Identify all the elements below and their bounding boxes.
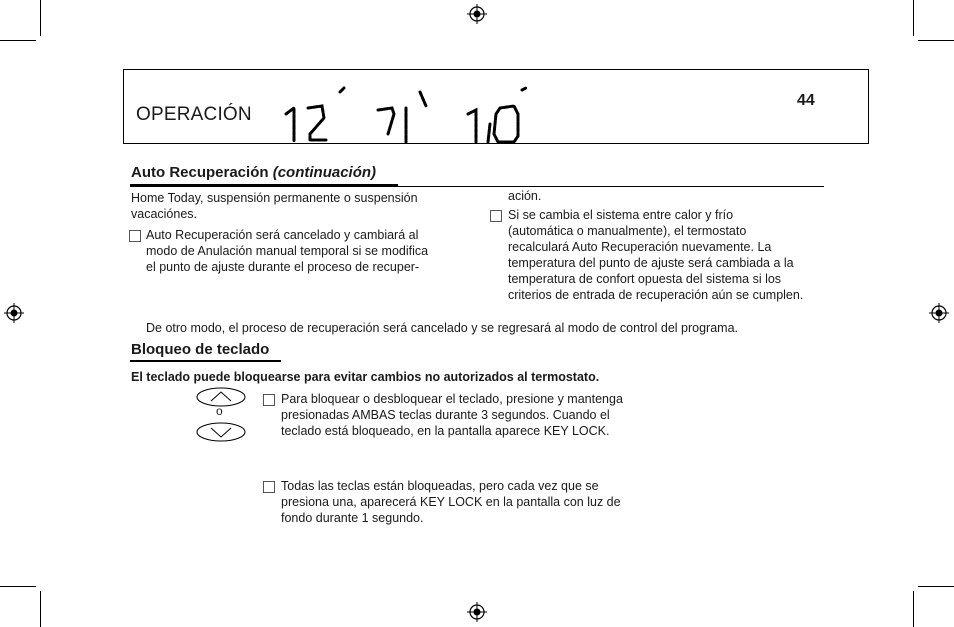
bullet-marker-icon bbox=[263, 394, 275, 406]
section-divider bbox=[130, 186, 824, 187]
text-line: Home Today, suspensión permanente o suspensión bbox=[131, 191, 418, 205]
crop-mark bbox=[0, 40, 36, 41]
crop-mark bbox=[40, 0, 41, 36]
registration-mark-icon bbox=[4, 303, 24, 323]
keypad-lock-heading: Bloqueo de teclado bbox=[131, 341, 270, 358]
heading-underline bbox=[130, 360, 281, 362]
text-line: recalculará Auto Recuperación nuevamente. La bbox=[508, 240, 772, 254]
section-title: OPERACIÓN bbox=[136, 104, 252, 125]
page-number: 44 bbox=[797, 92, 815, 109]
bullet-marker-icon bbox=[129, 230, 141, 242]
crop-mark bbox=[918, 40, 954, 41]
text-line: teclado está bloqueado, en la pantalla aparece KEY LOCK. bbox=[281, 424, 610, 438]
bullet-marker-icon bbox=[263, 481, 275, 493]
registration-mark-icon bbox=[929, 303, 949, 323]
text-line: Para bloquear o desbloquear el teclado, presione y mantenga bbox=[281, 392, 623, 406]
auto-recovery-heading-main: Auto Recuperación bbox=[131, 164, 269, 181]
auto-recovery-heading bbox=[131, 164, 376, 181]
text-line: fondo durante 1 segundo. bbox=[281, 511, 424, 525]
left-intro-paragraph bbox=[131, 190, 461, 222]
text-line: criterios de entrada de recuperación aún se cumplen. bbox=[508, 288, 804, 302]
crop-mark bbox=[913, 591, 914, 627]
recovery-footer-note: De otro modo, el proceso de recuperación será cancelado y se regresará al modo de control del programa. bbox=[146, 321, 738, 335]
text-line: Auto Recuperación será cancelado y cambiará al bbox=[146, 228, 419, 242]
text-line: Si se cambia el sistema entre calor y frío bbox=[508, 208, 734, 222]
auto-recovery-heading-sub: (continuación) bbox=[272, 164, 377, 181]
keypad-bullet-2 bbox=[281, 478, 661, 526]
text-line: el punto de ajuste durante el proceso de recuper- bbox=[146, 260, 420, 274]
text-line: vacaciónes. bbox=[131, 207, 198, 221]
crop-mark bbox=[40, 591, 41, 627]
text-line: temperatura del punto de ajuste será cambiada a la bbox=[508, 256, 794, 270]
left-bullet-paragraph bbox=[146, 227, 466, 275]
crop-mark bbox=[918, 586, 954, 587]
registration-mark-icon bbox=[467, 4, 487, 24]
crop-mark bbox=[913, 0, 914, 36]
crop-mark bbox=[0, 586, 36, 587]
text-line: (automática o manualmente), el termostato bbox=[508, 224, 747, 238]
right-bullet-paragraph bbox=[508, 207, 838, 303]
text-line: modo de Anulación manual temporal si se modifica bbox=[146, 244, 429, 258]
segment-digits-decoration-icon bbox=[282, 84, 542, 148]
text-line: Todas las teclas están bloqueadas, pero cada vez que se bbox=[281, 479, 599, 493]
keypad-lock-subheading: El teclado puede bloquearse para evitar cambios no autorizados al termostato. bbox=[131, 370, 600, 384]
text-line: presionadas AMBAS teclas durante 3 segundos. Cuando el bbox=[281, 408, 610, 422]
right-continuation-text: ación. bbox=[508, 189, 542, 203]
bullet-marker-icon bbox=[490, 210, 502, 222]
keypad-bullet-1 bbox=[281, 391, 661, 439]
registration-mark-icon bbox=[467, 602, 487, 622]
text-line: temperatura de confort opuesta del sistema si los bbox=[508, 272, 782, 286]
text-line: presiona una, aparecerá KEY LOCK en la pantalla con luz de bbox=[281, 495, 621, 509]
keys-separator-label: o bbox=[216, 404, 223, 418]
